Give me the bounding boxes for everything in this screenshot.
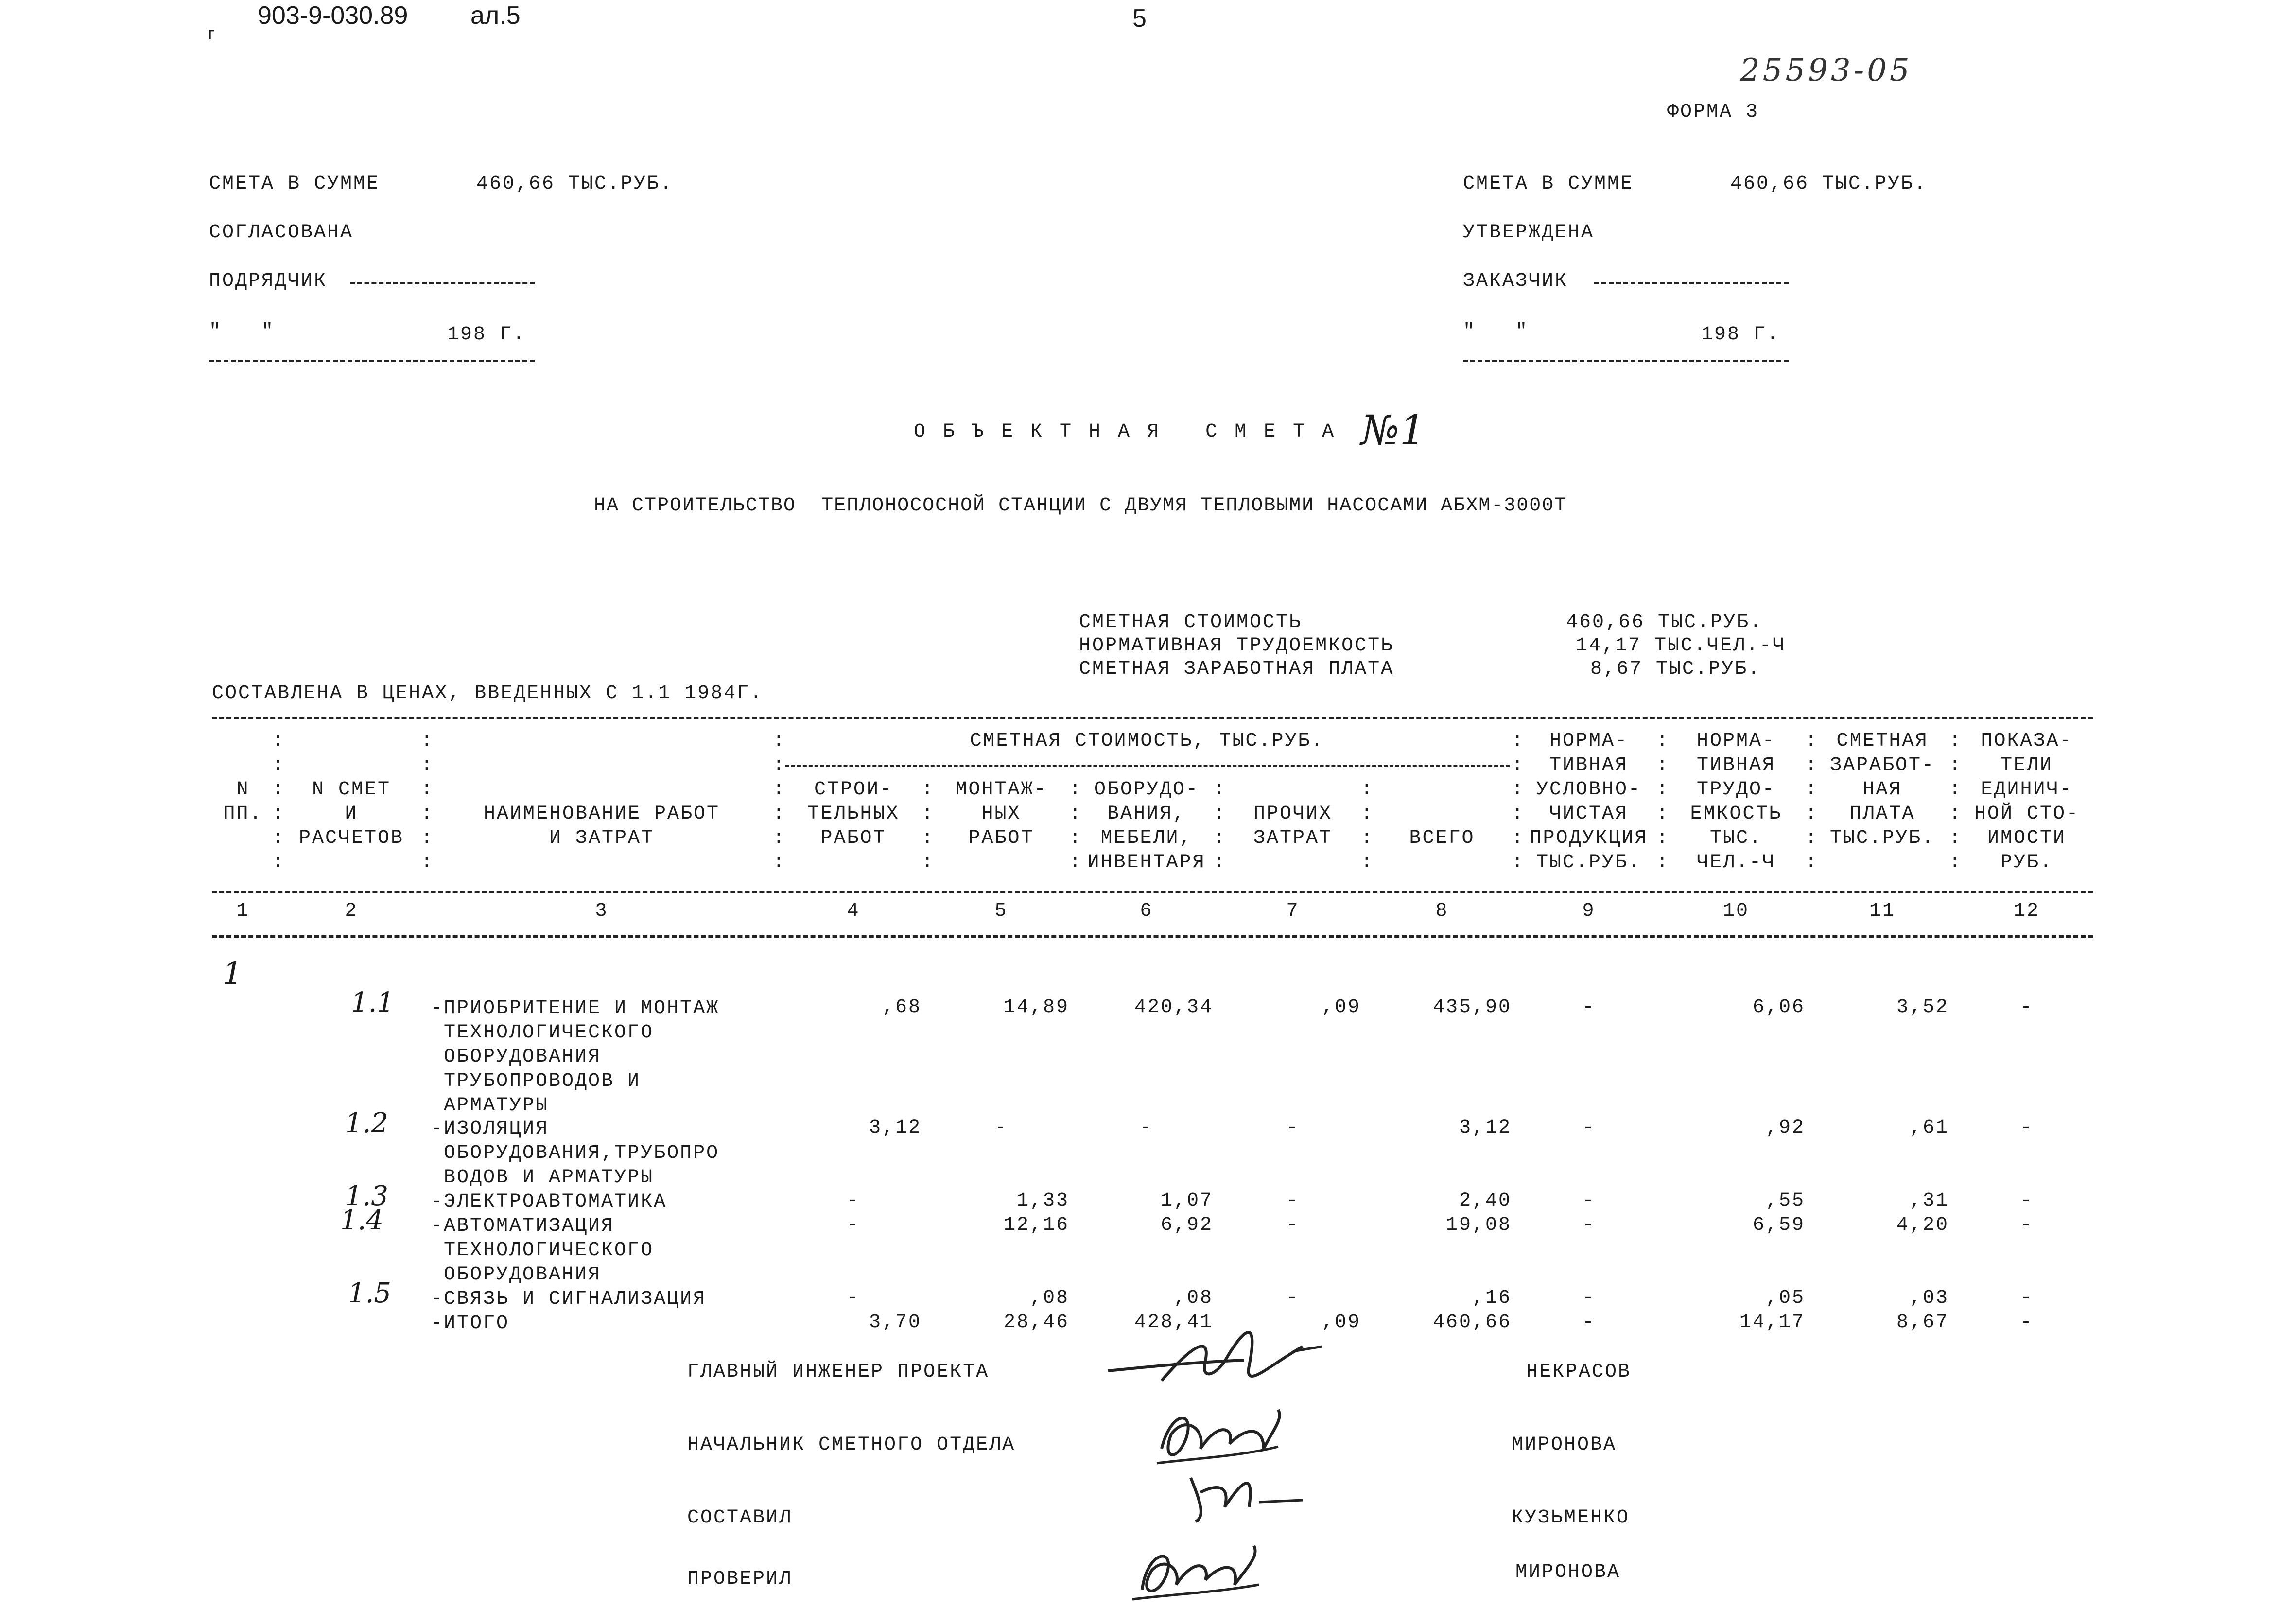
- row-group-number: 1: [223, 956, 243, 992]
- unit-cost: -: [2020, 1287, 2034, 1309]
- signature-role: ПРОВЕРИЛ: [687, 1568, 793, 1590]
- document-subtitle: НА СТРОИТЕЛЬСТВО ТЕПЛОНОСОСНОЙ СТАНЦИИ С ДВУМЯ ТЕПЛОВЫМИ НАСОСАМИ АБХМ-3000Т: [594, 495, 1567, 517]
- equipment-cost: 6,92: [1160, 1214, 1213, 1236]
- unit-cost: -: [2020, 1117, 2034, 1139]
- unit-cost: -: [2020, 1190, 2034, 1212]
- total-cost: 2,40: [1459, 1190, 1512, 1212]
- handwritten-signature-3: [1176, 1463, 1312, 1536]
- work-name: -ЭЛЕКТРОАВТОМАТИКА: [431, 1191, 667, 1213]
- unit-cost: -: [2020, 997, 2034, 1018]
- net-output: -: [1582, 1312, 1596, 1333]
- construction-cost: -: [847, 1214, 860, 1236]
- document-title: О Б Ъ Е К Т Н А Я С М Е Т А: [914, 421, 1337, 443]
- labor-intensity: ,05: [1765, 1287, 1805, 1309]
- column-separator: : : : : : :: [272, 730, 284, 874]
- table-top-rule: [212, 717, 2093, 719]
- column-header-estimate-ref: N СМЕТ И РАСЧЕТОВ: [298, 779, 404, 849]
- signature-name: МИРОНОВА: [1515, 1561, 1621, 1583]
- column-header-wages: СМЕТНАЯ ЗАРАБОТ- НАЯ ПЛАТА ТЫС.РУБ.: [1829, 730, 1935, 849]
- estimate-number: №1: [1361, 406, 1426, 454]
- column-number: 6: [1140, 900, 1153, 922]
- column-header-equipment: ОБОРУДО- ВАНИЯ, МЕБЕЛИ, ИНВЕНТАРЯ: [1087, 779, 1206, 874]
- summary-labor-value: 14,17 ТЫС.ЧЕЛ.-Ч: [1576, 635, 1786, 657]
- column-header-other: ПРОЧИХ ЗАТРАТ: [1253, 803, 1333, 849]
- column-number: 9: [1582, 900, 1596, 922]
- date-line: [209, 360, 535, 362]
- column-header-work-name: НАИМЕНОВАНИЕ РАБОТ И ЗАТРАТ: [483, 803, 720, 849]
- installation-cost: -: [994, 1117, 1008, 1139]
- column-number: 12: [2013, 900, 2040, 922]
- installation-cost: 14,89: [1003, 997, 1069, 1018]
- wages: 4,20: [1896, 1214, 1949, 1236]
- work-name: -ПРИОБРИТЕНИЕ И МОНТАЖ ТЕХНОЛОГИЧЕСКОГО ОБОРУДОВАНИЯ ТРУБОПРОВОДОВ И АРМАТУРЫ: [431, 997, 720, 1117]
- year: 198 Г.: [1701, 324, 1780, 346]
- price-basis-note: СОСТАВЛЕНА В ЦЕНАХ, ВВЕДЕННЫХ С 1.1 1984Г.: [212, 682, 764, 704]
- net-output: -: [1582, 1287, 1596, 1309]
- installation-cost: 1,33: [1016, 1190, 1069, 1212]
- work-name: -СВЯЗЬ И СИГНАЛИЗАЦИЯ: [431, 1288, 707, 1310]
- party-label: ЗАКАЗЧИК: [1463, 270, 1568, 292]
- column-header-number: N ПП.: [223, 779, 263, 825]
- column-separator: : : : :: [1069, 779, 1081, 874]
- total-cost: 3,12: [1459, 1117, 1512, 1139]
- cost-group-header: СМЕТНАЯ СТОИМОСТЬ, ТЫС.РУБ.: [970, 730, 1324, 752]
- net-output: -: [1582, 1117, 1596, 1139]
- page-number: 5: [1132, 4, 1147, 33]
- labor-intensity: ,55: [1765, 1190, 1805, 1212]
- signature-name: МИРОНОВА: [1512, 1434, 1617, 1456]
- total-cost: 19,08: [1445, 1214, 1512, 1236]
- column-separator: : : : : : :: [1949, 730, 1961, 874]
- signature-role: ГЛАВНЫЙ ИНЖЕНЕР ПРОЕКТА: [687, 1361, 990, 1383]
- archive-number: 25593-05: [1740, 52, 1913, 88]
- summary-wage-value: 8,67 ТЫС.РУБ.: [1590, 658, 1761, 680]
- sum-value: 460,66 ТЫС.РУБ.: [476, 173, 674, 195]
- total-cost: 460,66: [1432, 1312, 1512, 1333]
- form-label: ФОРМА 3: [1667, 101, 1759, 123]
- column-number: 8: [1435, 900, 1449, 922]
- approval-status: УТВЕРЖДЕНА: [1463, 222, 1595, 244]
- construction-cost: ,68: [882, 997, 922, 1018]
- equipment-cost: 428,41: [1134, 1312, 1213, 1333]
- installation-cost: 12,16: [1003, 1214, 1069, 1236]
- column-header-installation: МОНТАЖ- НЫХ РАБОТ: [955, 779, 1047, 849]
- signature-name: КУЗЬМЕНКО: [1512, 1507, 1630, 1529]
- date-quotes: " ": [1463, 321, 1529, 343]
- approval-status: СОГЛАСОВАНА: [209, 222, 354, 244]
- corner-tick: г: [208, 23, 215, 43]
- labor-intensity: 14,17: [1739, 1312, 1805, 1333]
- net-output: -: [1582, 1214, 1596, 1236]
- column-number: 3: [595, 900, 609, 922]
- column-separator: : : : : : :: [773, 730, 785, 874]
- installation-cost: ,08: [1029, 1287, 1069, 1309]
- net-output: -: [1582, 1190, 1596, 1212]
- wages: 8,67: [1896, 1312, 1949, 1333]
- handwritten-signature-4: [1128, 1536, 1273, 1609]
- signature-role: НАЧАЛЬНИК СМЕТНОГО ОТДЕЛА: [687, 1434, 1016, 1456]
- signature-name: НЕКРАСОВ: [1526, 1361, 1632, 1383]
- column-number: 10: [1722, 900, 1749, 922]
- construction-cost: 3,12: [869, 1117, 922, 1139]
- column-number: 1: [236, 900, 250, 922]
- album-number: ал.5: [470, 1, 521, 30]
- document-code: 903-9-030.89: [258, 1, 408, 30]
- construction-cost: -: [847, 1190, 860, 1212]
- sum-label: СМЕТА В СУММЕ: [209, 173, 380, 195]
- year: 198 Г.: [447, 324, 526, 346]
- column-separator: : : : : : :: [1805, 730, 1817, 874]
- column-separator: : : : : : :: [1656, 730, 1669, 874]
- equipment-cost: 420,34: [1134, 997, 1213, 1018]
- date-quotes: " ": [209, 321, 275, 343]
- row-number: 1.1: [351, 987, 395, 1018]
- column-header-net-output: НОРМА- ТИВНАЯ УСЛОВНО- ЧИСТАЯ ПРОДУКЦИЯ ТЫС.РУБ.: [1530, 730, 1648, 874]
- column-number: 7: [1286, 900, 1300, 922]
- summary-labor-label: НОРМАТИВНАЯ ТРУДОЕМКОСТЬ: [1079, 635, 1394, 657]
- group-header-rule: [785, 765, 1510, 767]
- handwritten-signature-2: [1152, 1400, 1298, 1473]
- column-number: 11: [1869, 900, 1896, 922]
- handwritten-signature-1: [1098, 1308, 1341, 1395]
- wages: 3,52: [1896, 997, 1949, 1018]
- summary-cost-label: СМЕТНАЯ СТОИМОСТЬ: [1079, 612, 1303, 633]
- equipment-cost: -: [1140, 1117, 1153, 1139]
- net-output: -: [1582, 997, 1596, 1018]
- column-separator: : : : : : :: [1512, 730, 1524, 874]
- header-bottom-rule: [212, 891, 2093, 893]
- construction-cost: -: [847, 1287, 860, 1309]
- other-cost: -: [1286, 1214, 1300, 1236]
- work-name: -АВТОМАТИЗАЦИЯ ТЕХНОЛОГИЧЕСКОГО ОБОРУДОВАНИЯ: [431, 1215, 654, 1286]
- total-cost: 435,90: [1432, 997, 1512, 1018]
- signature-line: [1594, 282, 1789, 284]
- labor-intensity: 6,06: [1752, 997, 1805, 1018]
- numbers-bottom-rule: [212, 935, 2093, 938]
- installation-cost: 28,46: [1003, 1312, 1069, 1333]
- column-separator: : : : : : :: [421, 730, 433, 874]
- column-header-labor: НОРМА- ТИВНАЯ ТРУДО- ЕМКОСТЬ ТЫС. ЧЕЛ.-Ч: [1690, 730, 1782, 874]
- equipment-cost: 1,07: [1160, 1190, 1213, 1212]
- column-number: 5: [994, 900, 1008, 922]
- summary-cost-value: 460,66 ТЫС.РУБ.: [1566, 612, 1763, 633]
- other-cost: -: [1286, 1190, 1300, 1212]
- column-number: 2: [345, 900, 358, 922]
- column-separator: : : : :: [922, 779, 934, 874]
- party-label: ПОДРЯДЧИК: [209, 270, 328, 292]
- wages: ,61: [1909, 1117, 1949, 1139]
- other-cost: -: [1286, 1117, 1300, 1139]
- construction-cost: 3,70: [869, 1312, 922, 1333]
- signature-role: СОСТАВИЛ: [687, 1507, 793, 1529]
- row-number: 1.5: [348, 1277, 392, 1309]
- column-header-construction: СТРОИ- ТЕЛЬНЫХ РАБОТ: [807, 779, 900, 849]
- equipment-cost: ,08: [1173, 1287, 1213, 1309]
- other-cost: -: [1286, 1287, 1300, 1309]
- summary-wage-label: СМЕТНАЯ ЗАРАБОТНАЯ ПЛАТА: [1079, 658, 1394, 680]
- labor-intensity: ,92: [1765, 1117, 1805, 1139]
- row-number: 1.3: [345, 1180, 389, 1212]
- wages: ,31: [1909, 1190, 1949, 1212]
- row-number: 1.4: [340, 1205, 384, 1236]
- total-label: -ИТОГО: [431, 1312, 510, 1334]
- work-name: -ИЗОЛЯЦИЯ ОБОРУДОВАНИЯ,ТРУБОПРО ВОДОВ И АРМАТУРЫ: [431, 1118, 720, 1189]
- row-number: 1.2: [345, 1107, 389, 1139]
- date-line: [1463, 360, 1789, 362]
- unit-cost: -: [2020, 1312, 2034, 1333]
- other-cost: ,09: [1321, 1312, 1361, 1333]
- column-separator: : : : :: [1361, 779, 1373, 874]
- wages: ,03: [1909, 1287, 1949, 1309]
- column-header-unit-cost: ПОКАЗА- ТЕЛИ ЕДИНИЧ- НОЙ СТО- ИМОСТИ РУБ.: [1974, 730, 2080, 874]
- signature-line: [350, 282, 535, 284]
- other-cost: ,09: [1321, 997, 1361, 1018]
- sum-label: СМЕТА В СУММЕ: [1463, 173, 1634, 195]
- sum-value: 460,66 ТЫС.РУБ.: [1730, 173, 1928, 195]
- labor-intensity: 6,59: [1752, 1214, 1805, 1236]
- column-number: 4: [847, 900, 860, 922]
- unit-cost: -: [2020, 1214, 2034, 1236]
- column-header-total: ВСЕГО: [1409, 827, 1475, 849]
- column-separator: : : : :: [1213, 779, 1225, 874]
- total-cost: ,16: [1472, 1287, 1512, 1309]
